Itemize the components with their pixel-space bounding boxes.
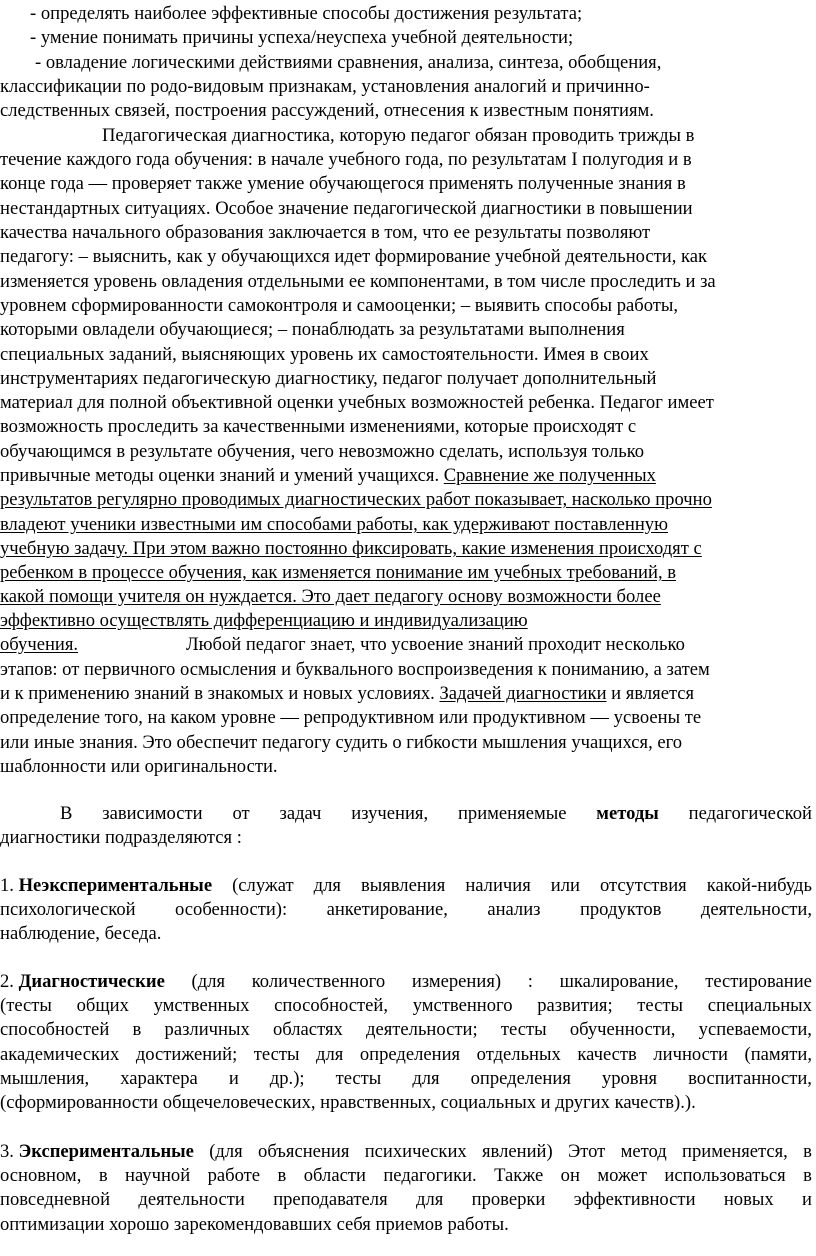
word: выявления [360,875,446,896]
word: объяснения [258,1141,350,1162]
list-item-1 [0,874,816,897]
text-span: привычные методы оценки знаний и умений учащихся. [0,465,444,486]
word: наличия [465,875,531,896]
word: какой-нибудь [706,875,812,896]
word: он [560,1165,580,1186]
text-line: которыми овладели обучающиеся; – понаблюдать за результатами выполнения [0,319,625,340]
word: (для [191,971,226,992]
word: новых [723,1189,774,1210]
word: в [277,1165,287,1186]
word: в [132,1019,142,1040]
word: анкетирование, [326,899,448,920]
text-line: конце года — проверяет также умение обучающегося применять полученные знания в [0,173,686,194]
text-line: следственных связей, построения рассуждений, отнесения к известным понятиям. [0,100,654,121]
word: (служат [232,875,294,896]
text-span: и к применению знаний в знакомых и новых условиях. [0,683,440,704]
item-number: 2. [0,971,19,992]
word: педагогики. [383,1165,477,1186]
word: Также [494,1165,544,1186]
underlined-text: обучения. [0,634,79,655]
word: особенности): [175,899,288,920]
underlined-text: Задачей диагностики [439,683,607,704]
word: определения [470,1068,571,1089]
text-line: наблюдение, беседа. [0,923,162,944]
text-line: этапов: от первичного осмысления и буквального воспроизведения к пониманию, а затем [0,659,710,680]
word: Этот [567,1141,606,1162]
word: тесты [500,1019,547,1040]
text-line: изменяется уровень овладения отдельными ее компонентами, в том числе проследить и за [0,271,716,292]
word: характера [120,1068,198,1089]
word: качеств [577,1044,637,1065]
text-line: педагогу: – выяснить, как у обучающихся идет формирование учебной деятельности, как [0,246,708,267]
paragraph-first-line: Педагогическая диагностика, которую педагог обязан проводить трижды в [102,125,695,146]
word: эффективности [573,1189,696,1210]
word: : [527,971,533,992]
word: В [60,803,73,824]
word: зависимости [102,803,203,824]
word: основном, [0,1165,82,1186]
word: способностей [0,1019,110,1040]
word: и [802,1189,812,1210]
word: обученности, [569,1019,676,1040]
underlined-text: Сравнение же полученных [443,465,656,486]
word: психических [364,1141,467,1162]
word: преподавателя [273,1189,388,1210]
item-number: 1. [0,875,19,896]
word: или [550,875,580,896]
bold-term: методы [596,803,659,824]
word: может [597,1165,647,1186]
word: продуктов [579,899,662,920]
word: способностей, [274,995,389,1016]
underlined-text: какой помощи учителя он нуждается. Это дает педагогу основу возможности более [0,586,661,607]
word: для [316,1044,344,1065]
underlined-text: ребенком в процессе обучения, как изменяется понимание им учебных требований, в [0,562,677,583]
bold-term: Экспериментальные [18,1141,194,1162]
word: мышления, [0,1068,90,1089]
word: тесты [637,995,684,1016]
text-line: классификации по родо-видовым признакам, установления аналогий и причинно- [0,76,650,97]
text-line [0,1188,816,1211]
word: (памяти, [744,1044,812,1065]
word: деятельности, [700,899,812,920]
word: в [98,1165,108,1186]
word: проверки [471,1189,546,1210]
word: и [228,1068,239,1089]
text-span: и является [606,683,695,704]
text-line: шаблонности или оригинальности. [0,756,278,777]
list-item: - определять наиболее эффективные способы достижения результата; [30,3,583,24]
word: для [415,1189,444,1210]
text-line: диагностики подразделяются : [0,827,242,848]
word: области [303,1165,366,1186]
list-item-2 [0,970,816,993]
word: умственных [153,995,250,1016]
underlined-text: результатов регулярно проводимых диагностических работ показывает, насколько прочно [0,489,712,510]
text-line [0,1164,816,1187]
word: для [313,875,341,896]
underlined-text: эффективно осуществлять дифференциацию и индивидуализацию [0,610,528,631]
word: психологической [0,899,136,920]
word: деятельности; [366,1019,478,1040]
word: тесты [335,1068,382,1089]
text-line: или иные знания. Это обеспечит педагогу судить о гибкости мышления учащихся, его [0,732,683,753]
text-line [0,898,816,921]
text-line: нестандартных ситуациях. Особое значение педагогической диагностики в повышении [0,198,693,219]
text-line: возможность проследить за качественными изменениями, которые происходят с [0,416,637,437]
underlined-text: учебную задачу. При этом важно постоянно фиксировать, какие изменения происходят с [0,538,702,559]
word: уровня [601,1068,658,1089]
text-line: уровнем сформированности самоконтроля и самооценки; – выявить способы работы, [0,295,679,316]
word: различных [164,1019,250,1040]
word: использоваться [664,1165,786,1186]
word: количественного [251,971,386,992]
text-line [0,994,816,1017]
text-line: определение того, на каком уровне — репродуктивном или продуктивном — усвоены те [0,707,702,728]
word: академических [0,1044,120,1065]
word: определения [359,1044,461,1065]
word: достижений; [135,1044,238,1065]
word: (для [209,1141,243,1162]
word: задач [279,803,322,824]
text-line: течение каждого года обучения: в начале учебного года, по результатам I полугодия и в [0,149,692,170]
word: отсутствия [599,875,687,896]
underlined-text: владеют ученики известными им способами работы, как удерживают поставленную [0,514,668,535]
text-line [0,682,816,705]
item-heading [0,874,212,897]
word: областях [272,1019,343,1040]
text-line: качества начального образования заключается в том, что ее результаты позволяют [0,222,651,243]
item-heading [0,970,165,993]
text-line: (сформированности общечеловеческих, нравственных, социальных и других качеств).). [0,1092,696,1113]
text-line [0,464,816,487]
word: для [412,1068,440,1089]
word: явлений) [482,1141,553,1162]
word: измерения) [411,971,502,992]
list-item-3 [0,1140,816,1163]
word: анализ [487,899,541,920]
word: специальных [707,995,812,1016]
word: тестирование [705,971,812,992]
bold-term: Неэкспериментальные [18,875,213,896]
text-line: специальных заданий, выясняющих уровень их самостоятельности. Имея в своих [0,344,649,365]
word: педагогической [688,803,812,824]
text-line [0,1018,816,1041]
text-line [0,1067,816,1090]
word: от [232,803,250,824]
word: применяемые [457,803,567,824]
text-line [0,1043,816,1066]
word: общих [76,995,129,1016]
text-line: материал для полной объективной оценки учебных возможностей ребенка. Педагог имеет [0,392,714,413]
word: изучения, [351,803,429,824]
word: в [803,1165,812,1186]
item-number: 3. [0,1141,19,1162]
word: работе [207,1165,261,1186]
methods-intro [60,802,812,825]
word: шкалирование, [559,971,679,992]
word: (тесты [0,995,52,1016]
text-line: оптимизации хорошо зарекомендовавших себя приемов работы. [0,1214,509,1235]
paragraph-first-line: Любой педагог знает, что усвоение знаний проходит несколько [186,634,685,655]
list-item: - умение понимать причины успеха/неуспеха учебной деятельности; [30,27,574,48]
text-line: инструментариях педагогическую диагностику, педагог получает дополнительный [0,368,657,389]
word: в [803,1141,812,1162]
word: деятельности [138,1189,245,1210]
word: применяется, [682,1141,788,1162]
word: успеваемости, [698,1019,812,1040]
word: воспитанности, [688,1068,812,1089]
word: умственного [412,995,513,1016]
word: тесты [253,1044,300,1065]
word: личности [653,1044,728,1065]
word: научной [125,1165,191,1186]
list-item: - овладение логическими действиями сравнения, анализа, синтеза, обобщения, [35,52,662,73]
word: др.); [269,1068,305,1089]
word: развития; [537,995,613,1016]
item-heading [0,1140,194,1163]
bold-term: Диагностические [18,971,165,992]
text-line: обучающимся в результате обучения, чего невозможно сделать, используя только [0,441,645,462]
word: метод [620,1141,667,1162]
word: повседневной [0,1189,111,1210]
word: отдельных [476,1044,561,1065]
